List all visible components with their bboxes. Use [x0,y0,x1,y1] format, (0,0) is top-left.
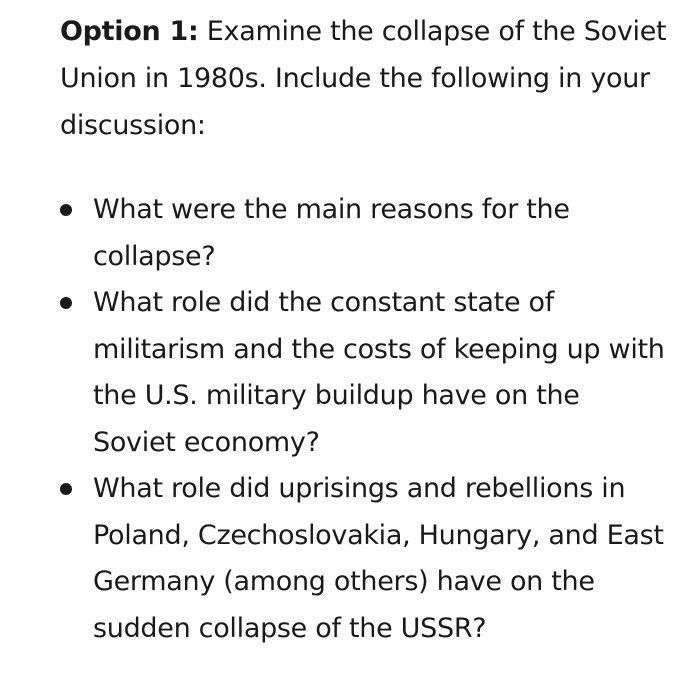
bullet-icon [60,297,72,309]
list-item [60,466,670,652]
discussion-question-list [60,187,670,652]
option-prompt-text: Examine the collapse of the Soviet Union in 1980s. Include the following in your discussion: [60,16,667,141]
question-text: What were the main reasons for the collapse? [93,194,570,272]
list-item [60,280,670,466]
document [60,8,670,644]
bullet-icon [60,204,72,216]
option-label: Option 1: [60,16,199,47]
bullet-icon [60,483,72,495]
question-text: What role did uprisings and rebellions in Poland, Czechoslovakia, Hungary, and East Germany (among others) have on the sudden collapse of the USSR? [93,473,664,644]
option-paragraph [60,8,670,149]
question-text: What role did the constant state of militarism and the costs of keeping up with the U.S. military buildup have on the Soviet economy? [93,287,665,458]
list-item [60,187,670,280]
